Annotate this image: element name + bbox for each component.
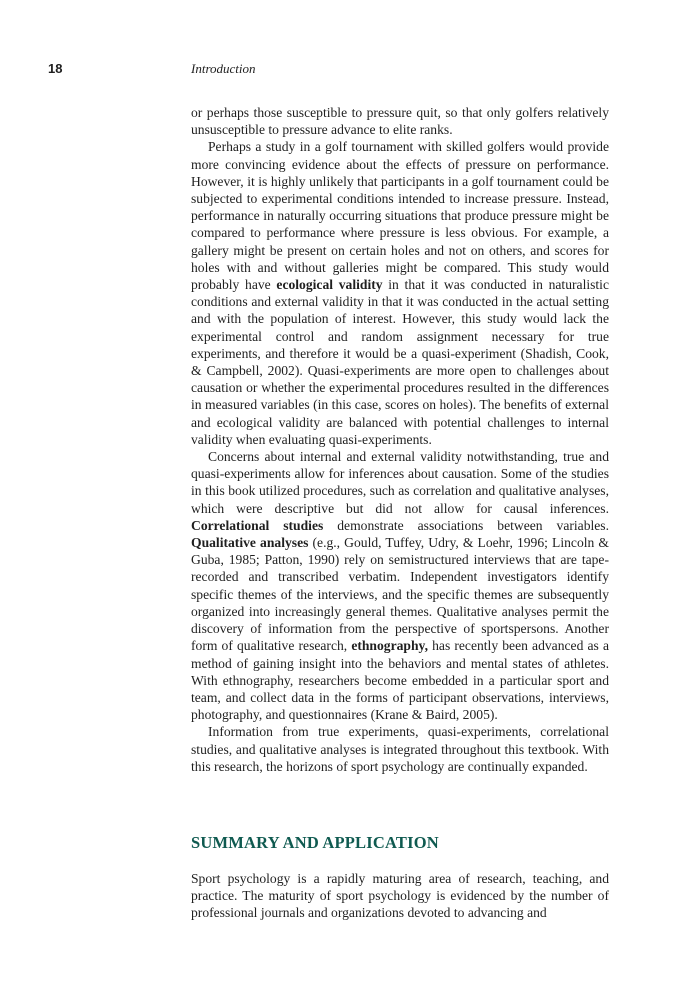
paragraph-4-text: Information from true experiments, quasi-experiments, correlational studies, and qualitative analyses is integrated throughout this textbook. With this research, the horizons of sport psychology are continually expanded. bbox=[191, 724, 609, 774]
term-ecological-validity: ecological validity bbox=[276, 277, 383, 293]
paragraph-4 bbox=[191, 723, 609, 775]
page-number: 18 bbox=[48, 61, 63, 76]
paragraph-2 bbox=[191, 138, 609, 448]
summary-paragraph-1 bbox=[191, 870, 609, 922]
section-heading-summary: SUMMARY AND APPLICATION bbox=[191, 833, 439, 852]
paragraph-3-text-d: has recently been advanced as a method of gaining insight into the behaviors and mental states of athletes. With ethnography, researchers become embedded in a particular sport and team, and collect data in the forms of participant observations, interviews, photography, and questionnaires (Krane & Baird, 2005). bbox=[191, 638, 609, 723]
paragraph-3-text-b: demonstrate associations between variables. bbox=[323, 517, 609, 533]
term-correlational-studies: Correlational studies bbox=[191, 517, 324, 533]
body-text bbox=[191, 104, 609, 775]
paragraph-2-text-b: in that it was conducted in naturalistic conditions and external validity in that it was conducted in the actual setting and with the population of interest. However, this study would lack the experimental control and random assignment necessary for true experiments, and therefore it would be a quasi-experiment (Shadish, Cook, & Campbell, 2002). Quasi-experiments are more open to challenges about causation or whether the experimental procedures resulted in the differences in measured variables (in this case, scores on holes). The benefits of external and ecological validity are balanced with potential challenges to internal validity when evaluating quasi-experiments. bbox=[191, 277, 609, 447]
running-head: Introduction bbox=[191, 61, 256, 76]
term-qualitative-analyses: Qualitative analyses bbox=[191, 535, 309, 551]
summary-paragraph-1-text: Sport psychology is a rapidly maturing area of research, teaching, and practice. The maturity of sport psychology is evidenced by the number of professional journals and organizations devoted to advancing and bbox=[191, 871, 609, 921]
term-ethnography: ethnography, bbox=[351, 638, 428, 654]
paragraph-3 bbox=[191, 448, 609, 723]
paragraph-2-text-a: Perhaps a study in a golf tournament with skilled golfers would provide more convincing evidence about the effects of pressure on performance. However, it is highly unlikely that participants in a golf tournament could be subjected to experimental conditions intended to increase pressure. Instead, performance in naturally occurring situations that produce pressure might be compared to performance where pressure is less obvious. For example, a gallery might be present on certain holes and not on others, and scores for holes with and without galleries might be compared. This study would probably have bbox=[191, 139, 609, 293]
paragraph-3-text-c: (e.g., Gould, Tuffey, Udry, & Loehr, 1996; Lincoln & Guba, 1985; Patton, 1990) rely on semistructured interviews that are tape-recorded and transcribed verbatim. Independent investigators identify specific themes of the interviews, and the specific themes are subsequently organized into increasingly general themes. Qualitative analyses permit the discovery of information from the perspective of sportspersons. Another form of qualitative research, bbox=[191, 535, 609, 654]
summary-text bbox=[191, 870, 609, 922]
paragraph-1-text: or perhaps those susceptible to pressure quit, so that only golfers relatively unsusceptible to pressure advance to elite ranks. bbox=[191, 105, 609, 138]
paragraph-3-text-a: Concerns about internal and external validity notwithstanding, true and quasi-experiments allow for inferences about causation. Some of the studies in this book utilized procedures, such as correlation and qualitative analyses, which were descriptive but did not allow for causal inferences. bbox=[191, 449, 609, 516]
paragraph-1 bbox=[191, 104, 609, 138]
